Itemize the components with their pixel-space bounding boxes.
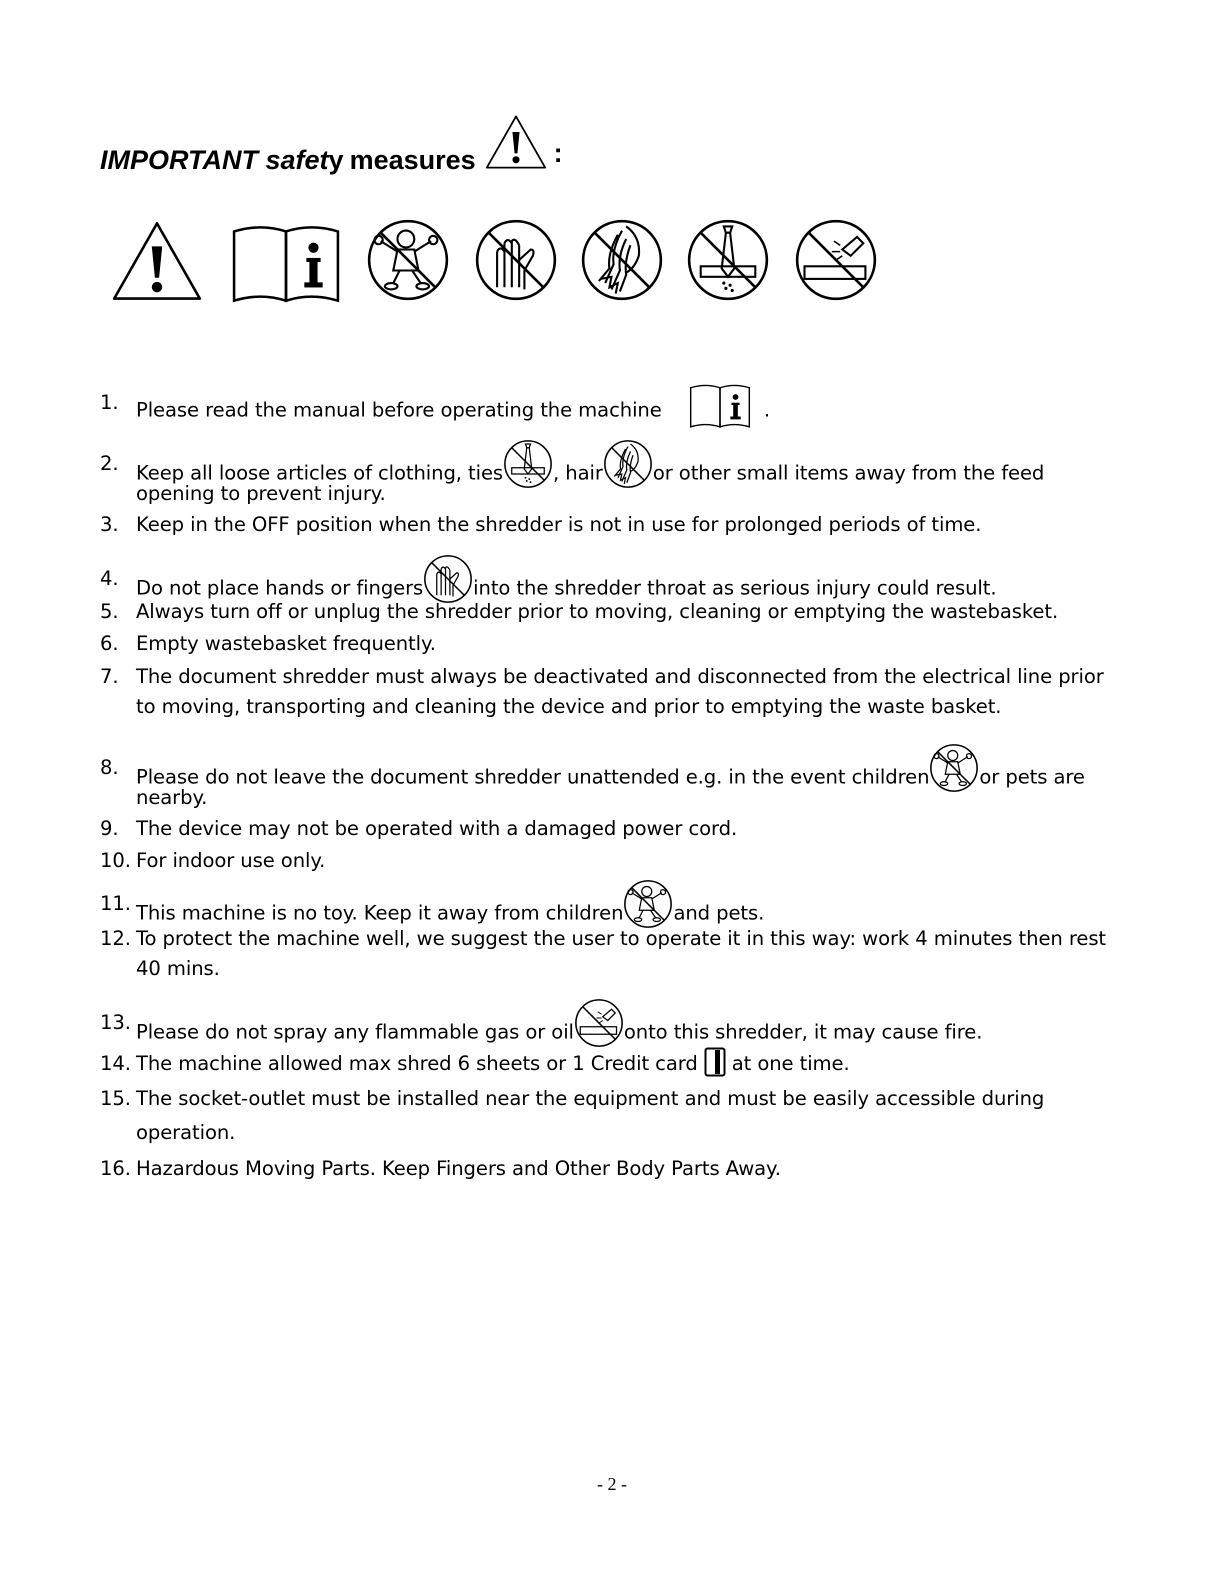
no-hands-icon <box>474 218 558 302</box>
no-ties-icon <box>503 439 553 489</box>
page-number: - 2 - <box>597 1474 627 1494</box>
no-children-icon <box>623 879 673 929</box>
no-spray-icon <box>794 218 878 302</box>
title-part-2: t <box>319 145 329 175</box>
manual-icon <box>688 382 752 428</box>
no-children-icon <box>929 743 979 793</box>
page-title <box>100 106 563 176</box>
warning-icon <box>484 112 548 172</box>
title-colon: : <box>553 138 563 168</box>
title-part-4: measures <box>349 145 476 175</box>
title-part-3: y <box>328 145 344 175</box>
no-children-icon <box>366 218 450 302</box>
no-ties-icon <box>686 218 770 302</box>
no-hair-icon <box>580 218 664 302</box>
no-hair-icon <box>603 439 653 489</box>
manual-icon <box>230 218 342 306</box>
warning-icon <box>110 218 204 304</box>
credit-card-icon <box>704 1047 726 1077</box>
no-spray-icon <box>574 998 624 1048</box>
safety-icons-row <box>110 218 890 310</box>
title-part-1: IMPORTANT safe <box>100 145 320 175</box>
